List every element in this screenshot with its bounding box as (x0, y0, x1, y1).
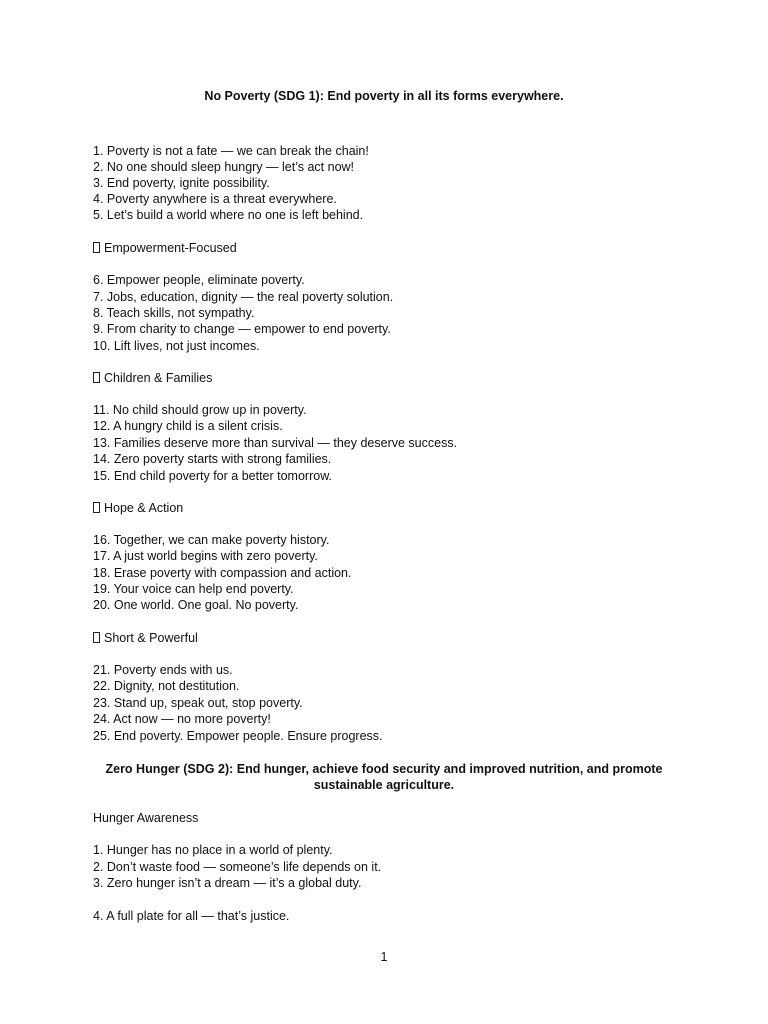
list-item: 1. Poverty is not a fate — we can break the chain! (93, 144, 369, 158)
section-heading-label: Hope & Action (104, 501, 184, 515)
list-item: 24. Act now — no more poverty! (93, 712, 271, 726)
missing-glyph-icon (93, 502, 100, 513)
missing-glyph-icon (93, 632, 100, 643)
sdg2-title-line1: Zero Hunger (SDG 2): End hunger, achieve food security and improved nutrition, and promote (105, 762, 663, 776)
sdg1-title: No Poverty (SDG 1): End poverty in all its forms everywhere. (204, 89, 564, 103)
list-item: 17. A just world begins with zero poverty. (93, 549, 318, 563)
list-item: 2. No one should sleep hungry — let’s act now! (93, 160, 355, 174)
list-item: 18. Erase poverty with compassion and action. (93, 566, 352, 580)
list-item: 25. End poverty. Empower people. Ensure progress. (93, 729, 383, 743)
section-heading-hope (93, 500, 183, 516)
list-item: 15. End child poverty for a better tomorrow. (93, 469, 333, 483)
section-heading-hunger: Hunger Awareness (93, 811, 199, 825)
missing-glyph-icon (93, 372, 100, 383)
list-item: 12. A hungry child is a silent crisis. (93, 419, 283, 433)
list-item: 14. Zero poverty starts with strong families. (93, 452, 332, 466)
list-item: 10. Lift lives, not just incomes. (93, 339, 260, 353)
list-item: 6. Empower people, eliminate poverty. (93, 273, 305, 287)
list-item: 3. Zero hunger isn’t a dream — it’s a global duty. (93, 876, 362, 890)
list-item: 20. One world. One goal. No poverty. (93, 598, 299, 612)
section-heading-children (93, 370, 212, 386)
section-heading-short (93, 630, 198, 646)
list-item: 11. No child should grow up in poverty. (93, 403, 307, 417)
section-heading-empowerment (93, 240, 237, 256)
section-heading-label: Empowerment-Focused (104, 241, 237, 255)
missing-glyph-icon (93, 242, 100, 253)
list-item: 21. Poverty ends with us. (93, 663, 233, 677)
section-heading-label: Short & Powerful (104, 631, 198, 645)
list-item: 3. End poverty, ignite possibility. (93, 176, 270, 190)
list-item: 23. Stand up, speak out, stop poverty. (93, 696, 303, 710)
list-item: 4. Poverty anywhere is a threat everywhere. (93, 192, 337, 206)
sdg2-title-line2: sustainable agriculture. (313, 778, 455, 792)
list-item: 5. Let’s build a world where no one is left behind. (93, 208, 364, 222)
page-number: 1 (380, 950, 388, 964)
list-item: 13. Families deserve more than survival — they deserve success. (93, 436, 458, 450)
list-item: 19. Your voice can help end poverty. (93, 582, 294, 596)
list-item: 8. Teach skills, not sympathy. (93, 306, 255, 320)
list-item: 9. From charity to change — empower to end poverty. (93, 322, 391, 336)
list-item: 22. Dignity, not destitution. (93, 679, 240, 693)
list-item: 16. Together, we can make poverty history. (93, 533, 330, 547)
section-heading-label: Children & Families (104, 371, 213, 385)
list-item: 1. Hunger has no place in a world of plenty. (93, 843, 333, 857)
list-item: 2. Don’t waste food — someone’s life depends on it. (93, 860, 382, 874)
list-item: 7. Jobs, education, dignity — the real poverty solution. (93, 290, 394, 304)
list-item: 4. A full plate for all — that’s justice. (93, 909, 290, 923)
